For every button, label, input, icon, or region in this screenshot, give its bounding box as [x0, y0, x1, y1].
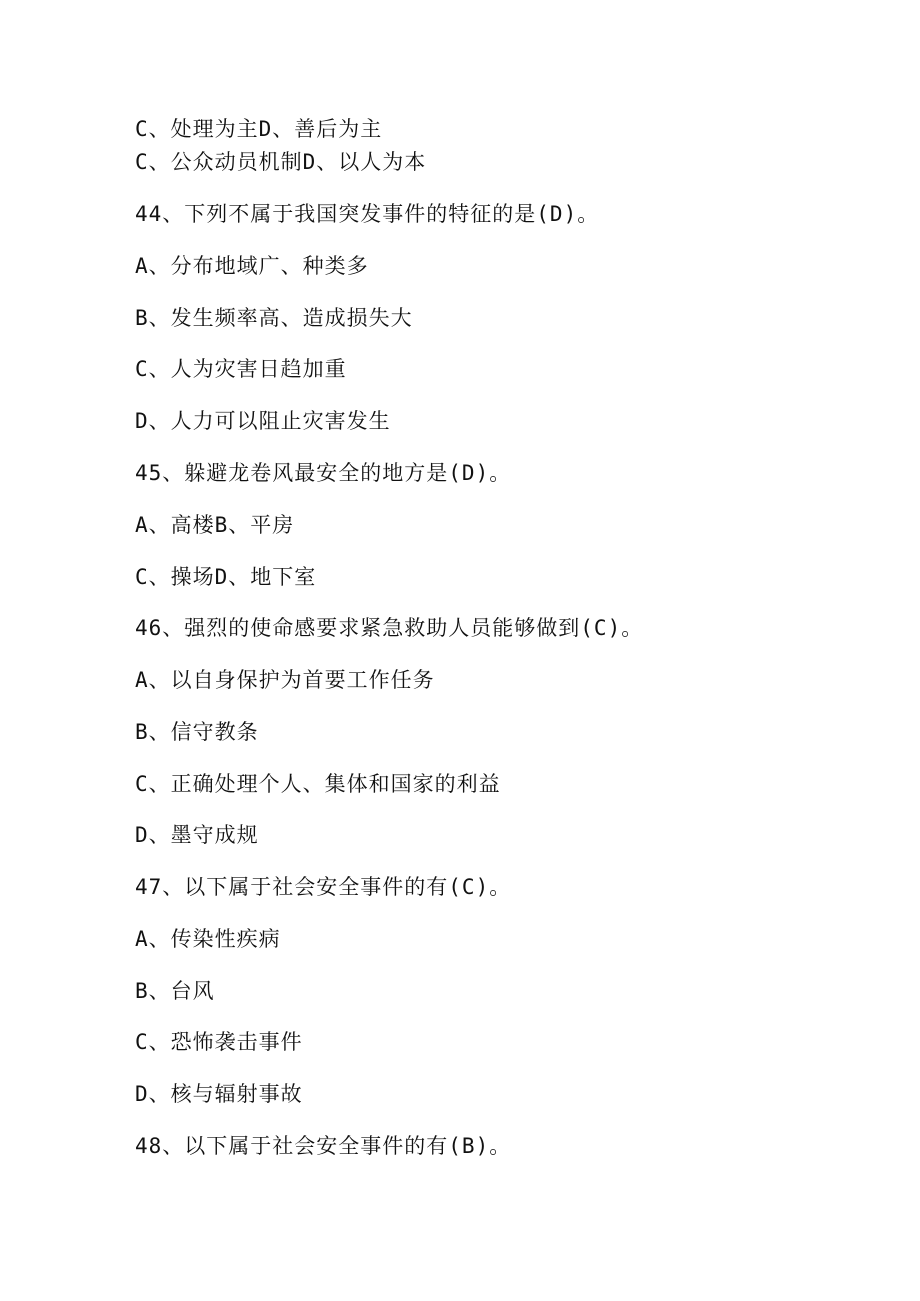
- option-line: C、公众动员机制D、以人为本: [135, 150, 427, 174]
- option-line: C、正确处理个人、集体和国家的利益: [135, 772, 501, 796]
- option-line: A、分布地域广、种类多: [135, 254, 369, 278]
- option-line: A、高楼B、平房: [135, 513, 295, 537]
- question-line: 45、躲避龙卷风最安全的地方是(D)。: [135, 461, 512, 485]
- option-line: B、信守教条: [135, 720, 259, 744]
- option-line: C、处理为主D、善后为主: [135, 117, 383, 141]
- option-line: A、传染性疾病: [135, 927, 281, 951]
- option-line: D、核与辐射事故: [135, 1082, 303, 1106]
- option-line: A、以自身保护为首要工作任务: [135, 668, 435, 692]
- option-line: D、人力可以阻止灾害发生: [135, 409, 391, 433]
- question-line: 47、以下属于社会安全事件的有(C)。: [135, 875, 512, 899]
- option-line: D、墨守成规: [135, 823, 259, 847]
- question-line: 48、以下属于社会安全事件的有(B)。: [135, 1134, 512, 1158]
- option-line: C、恐怖袭击事件: [135, 1030, 303, 1054]
- option-line: B、台风: [135, 979, 215, 1003]
- option-line: C、人为灾害日趋加重: [135, 357, 347, 381]
- option-line: B、发生频率高、造成损失大: [135, 306, 413, 330]
- question-line: 44、下列不属于我国突发事件的特征的是(D)。: [135, 202, 600, 226]
- question-line: 46、强烈的使命感要求紧急救助人员能够做到(C)。: [135, 616, 644, 640]
- option-line: C、操场D、地下室: [135, 565, 317, 589]
